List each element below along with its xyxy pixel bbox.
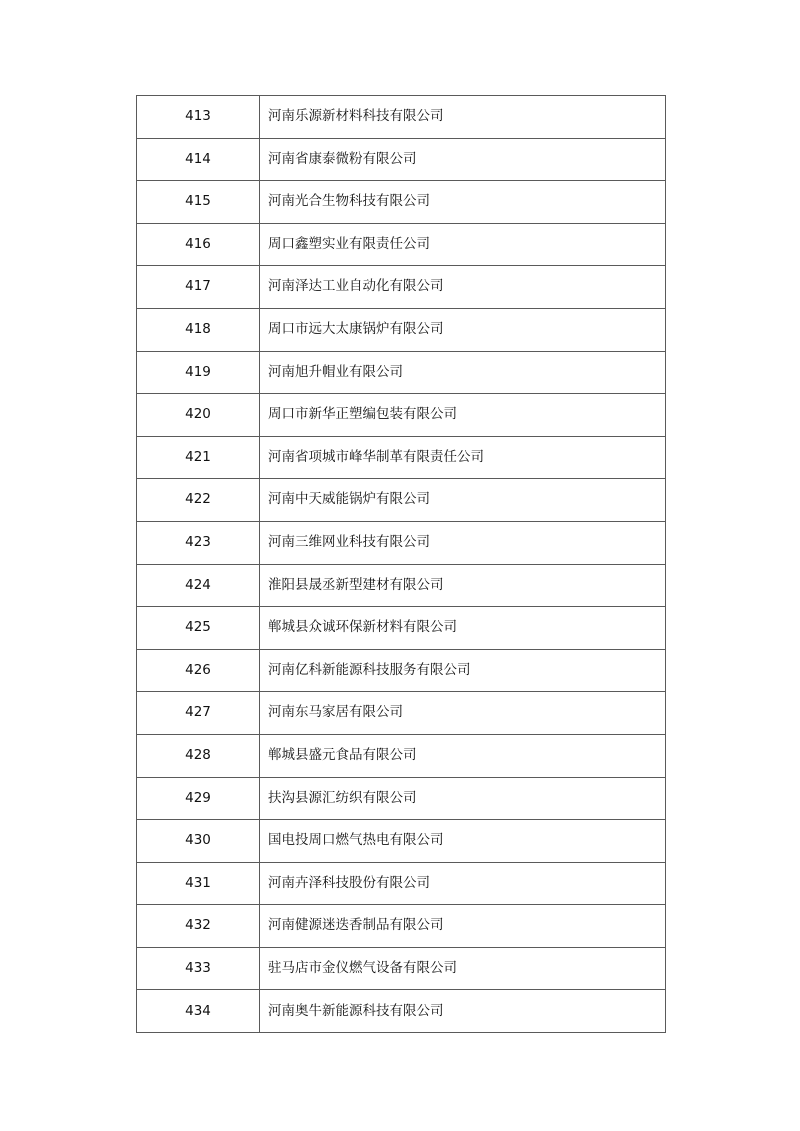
- row-number: 422: [137, 479, 260, 522]
- table-row: [137, 905, 666, 948]
- table-row: [137, 777, 666, 820]
- table-row: [137, 947, 666, 990]
- table-row: [137, 564, 666, 607]
- table-row: [137, 862, 666, 905]
- row-number: 430: [137, 820, 260, 863]
- row-number: 426: [137, 649, 260, 692]
- company-name: 河南卉泽科技股份有限公司: [260, 862, 666, 905]
- table-row: [137, 820, 666, 863]
- row-number: 416: [137, 223, 260, 266]
- company-name: 河南省项城市峰华制革有限责任公司: [260, 436, 666, 479]
- row-number: 415: [137, 181, 260, 224]
- table-row: [137, 181, 666, 224]
- company-name: 扶沟县源汇纺织有限公司: [260, 777, 666, 820]
- company-name: 郸城县众诚环保新材料有限公司: [260, 607, 666, 650]
- table-row: [137, 351, 666, 394]
- row-number: 424: [137, 564, 260, 607]
- row-number: 413: [137, 96, 260, 139]
- table-row: [137, 479, 666, 522]
- company-name: 河南奥牛新能源科技有限公司: [260, 990, 666, 1033]
- table-row: [137, 394, 666, 437]
- table-row: [137, 734, 666, 777]
- row-number: 433: [137, 947, 260, 990]
- row-number: 421: [137, 436, 260, 479]
- company-name: 淮阳县晟丞新型建材有限公司: [260, 564, 666, 607]
- row-number: 414: [137, 138, 260, 181]
- company-name: 国电投周口燃气热电有限公司: [260, 820, 666, 863]
- company-list-body: [137, 96, 666, 1033]
- table-row: [137, 607, 666, 650]
- row-number: 420: [137, 394, 260, 437]
- company-name: 河南泽达工业自动化有限公司: [260, 266, 666, 309]
- row-number: 419: [137, 351, 260, 394]
- company-name: 郸城县盛元食品有限公司: [260, 734, 666, 777]
- table-row: [137, 223, 666, 266]
- company-name: 周口市远大太康锅炉有限公司: [260, 308, 666, 351]
- company-name: 河南光合生物科技有限公司: [260, 181, 666, 224]
- company-name: 周口市新华正塑编包装有限公司: [260, 394, 666, 437]
- row-number: 425: [137, 607, 260, 650]
- company-name: 河南省康泰微粉有限公司: [260, 138, 666, 181]
- table-row: [137, 96, 666, 139]
- company-name: 河南健源迷迭香制品有限公司: [260, 905, 666, 948]
- row-number: 429: [137, 777, 260, 820]
- company-name: 河南三维网业科技有限公司: [260, 521, 666, 564]
- company-name: 河南中天威能锅炉有限公司: [260, 479, 666, 522]
- table-row: [137, 266, 666, 309]
- row-number: 431: [137, 862, 260, 905]
- table-row: [137, 521, 666, 564]
- table-row: [137, 138, 666, 181]
- table-row: [137, 436, 666, 479]
- company-name: 河南亿科新能源科技服务有限公司: [260, 649, 666, 692]
- company-name: 河南东马家居有限公司: [260, 692, 666, 735]
- row-number: 427: [137, 692, 260, 735]
- table-row: [137, 692, 666, 735]
- row-number: 432: [137, 905, 260, 948]
- company-name: 河南乐源新材料科技有限公司: [260, 96, 666, 139]
- company-list-table: [136, 95, 666, 1033]
- table-row: [137, 990, 666, 1033]
- table-row: [137, 649, 666, 692]
- row-number: 434: [137, 990, 260, 1033]
- row-number: 417: [137, 266, 260, 309]
- row-number: 423: [137, 521, 260, 564]
- row-number: 428: [137, 734, 260, 777]
- company-name: 驻马店市金仪燃气设备有限公司: [260, 947, 666, 990]
- company-name: 河南旭升帽业有限公司: [260, 351, 666, 394]
- row-number: 418: [137, 308, 260, 351]
- table-row: [137, 308, 666, 351]
- company-name: 周口鑫塑实业有限责任公司: [260, 223, 666, 266]
